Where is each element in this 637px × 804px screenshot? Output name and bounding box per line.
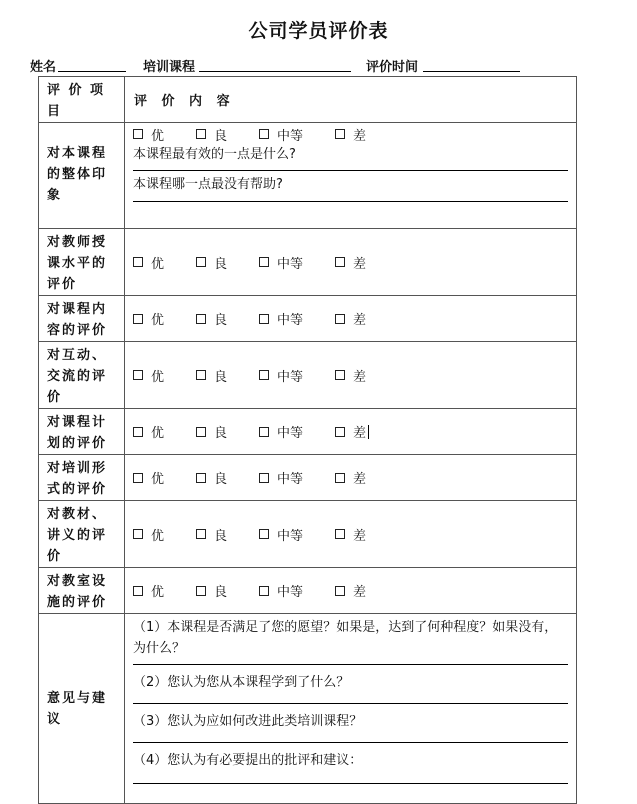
checkbox-icon[interactable] bbox=[335, 427, 345, 437]
option-good[interactable]: 良 bbox=[196, 125, 259, 144]
checkbox-icon[interactable] bbox=[133, 473, 143, 483]
checkbox-icon[interactable] bbox=[133, 370, 143, 380]
rating-label-cell bbox=[39, 501, 125, 568]
option-medium[interactable]: 中等 bbox=[259, 125, 335, 144]
answer-line[interactable] bbox=[133, 742, 568, 743]
checkbox-icon[interactable] bbox=[335, 314, 345, 324]
rating-row bbox=[39, 455, 577, 501]
option-poor[interactable]: 差 bbox=[335, 125, 366, 144]
answer-line[interactable] bbox=[133, 703, 568, 704]
checkbox-icon[interactable] bbox=[196, 314, 206, 324]
rating-row bbox=[39, 342, 577, 409]
header-right-label: 评 价 内 容 bbox=[134, 94, 235, 109]
checkbox-icon[interactable] bbox=[259, 473, 269, 483]
option-excellent[interactable]: 优 bbox=[133, 468, 196, 487]
checkbox-icon[interactable] bbox=[335, 473, 345, 483]
option-poor[interactable]: 差 bbox=[335, 309, 366, 328]
checkbox-icon[interactable] bbox=[133, 586, 143, 596]
option-medium[interactable]: 中等 bbox=[259, 366, 335, 385]
option-poor[interactable]: 差 bbox=[335, 525, 366, 544]
answer-line[interactable] bbox=[133, 201, 568, 202]
evaluation-table bbox=[38, 76, 577, 804]
rating-content-cell bbox=[125, 296, 577, 342]
rating-label: 对培训形式的评价 bbox=[47, 461, 108, 497]
course-field-line[interactable] bbox=[199, 71, 351, 72]
option-poor[interactable]: 差 bbox=[335, 366, 366, 385]
header-right-cell bbox=[125, 77, 577, 123]
rating-options bbox=[133, 523, 568, 545]
option-excellent[interactable]: 优 bbox=[133, 125, 196, 144]
rating-label-cell bbox=[39, 409, 125, 455]
rating-options bbox=[133, 308, 568, 330]
checkbox-icon[interactable] bbox=[259, 427, 269, 437]
rating-options bbox=[133, 251, 568, 273]
overall-row bbox=[39, 123, 577, 229]
option-excellent[interactable]: 优 bbox=[133, 581, 196, 600]
rating-content-cell bbox=[125, 568, 577, 614]
rating-label: 对教师授课水平的评价 bbox=[47, 235, 108, 292]
checkbox-icon[interactable] bbox=[259, 129, 269, 139]
checkbox-icon[interactable] bbox=[196, 257, 206, 267]
option-excellent[interactable]: 优 bbox=[133, 422, 196, 441]
time-field-line[interactable] bbox=[423, 71, 520, 72]
suggestions-content-cell bbox=[125, 614, 577, 804]
option-good[interactable]: 良 bbox=[196, 468, 259, 487]
checkbox-icon[interactable] bbox=[196, 473, 206, 483]
rating-row bbox=[39, 229, 577, 296]
option-excellent[interactable]: 优 bbox=[133, 309, 196, 328]
checkbox-icon[interactable] bbox=[196, 529, 206, 539]
rating-options bbox=[133, 364, 568, 386]
checkbox-icon[interactable] bbox=[196, 427, 206, 437]
option-good[interactable]: 良 bbox=[196, 581, 259, 600]
checkbox-icon[interactable] bbox=[259, 257, 269, 267]
answer-line[interactable] bbox=[133, 783, 568, 784]
answer-line[interactable] bbox=[133, 170, 568, 171]
header-left-label: 评 价 项 目 bbox=[47, 83, 106, 119]
rating-label-cell bbox=[39, 455, 125, 501]
option-medium[interactable]: 中等 bbox=[259, 309, 335, 328]
option-medium[interactable]: 中等 bbox=[259, 422, 335, 441]
checkbox-icon[interactable] bbox=[133, 427, 143, 437]
option-medium[interactable]: 中等 bbox=[259, 581, 335, 600]
name-field-line[interactable] bbox=[58, 71, 126, 72]
checkbox-icon[interactable] bbox=[133, 257, 143, 267]
suggestion-question-3: （3）您认为应如何改进此类培训课程？ bbox=[133, 714, 363, 729]
overall-question-2: 本课程哪一点最没有帮助? bbox=[133, 177, 283, 192]
form-title: 公司学员评价表 bbox=[248, 20, 389, 42]
rating-label-cell bbox=[39, 342, 125, 409]
suggestion-question-4: （4）您认为有必要提出的批评和建议： bbox=[133, 753, 363, 768]
option-excellent[interactable]: 优 bbox=[133, 366, 196, 385]
time-label: 评价时间 bbox=[366, 60, 419, 75]
rating-row bbox=[39, 409, 577, 455]
option-good[interactable]: 良 bbox=[196, 309, 259, 328]
overall-question-1: 本课程最有效的一点是什么? bbox=[133, 147, 296, 162]
option-good[interactable]: 良 bbox=[196, 253, 259, 272]
option-good[interactable]: 良 bbox=[196, 366, 259, 385]
header-left-cell bbox=[39, 77, 125, 123]
option-excellent[interactable]: 优 bbox=[133, 253, 196, 272]
rating-options bbox=[133, 421, 568, 443]
checkbox-icon[interactable] bbox=[259, 370, 269, 380]
rating-content-cell bbox=[125, 409, 577, 455]
rating-content-cell bbox=[125, 455, 577, 501]
rating-content-cell bbox=[125, 342, 577, 409]
option-good[interactable]: 良 bbox=[196, 525, 259, 544]
checkbox-icon[interactable] bbox=[196, 129, 206, 139]
checkbox-icon[interactable] bbox=[335, 586, 345, 596]
rating-label: 对教材、讲义的评价 bbox=[47, 507, 108, 564]
rating-content-cell bbox=[125, 229, 577, 296]
suggestions-label: 意见与建议 bbox=[47, 690, 108, 727]
option-poor[interactable]: 差 bbox=[335, 422, 369, 441]
rating-options bbox=[133, 467, 568, 489]
checkbox-icon[interactable] bbox=[196, 586, 206, 596]
checkbox-icon[interactable] bbox=[335, 370, 345, 380]
option-medium[interactable]: 中等 bbox=[259, 525, 335, 544]
checkbox-icon[interactable] bbox=[335, 129, 345, 139]
rating-options bbox=[133, 580, 568, 602]
rating-content-cell bbox=[125, 501, 577, 568]
checkbox-icon[interactable] bbox=[259, 314, 269, 324]
rating-label: 对课程计划的评价 bbox=[47, 415, 108, 451]
suggestion-question-2: （2）您认为您从本课程学到了什么？ bbox=[133, 675, 350, 690]
option-poor[interactable]: 差 bbox=[335, 581, 366, 600]
checkbox-icon[interactable] bbox=[259, 529, 269, 539]
checkbox-icon[interactable] bbox=[133, 529, 143, 539]
checkbox-icon[interactable] bbox=[196, 370, 206, 380]
suggestions-label-cell bbox=[39, 614, 125, 804]
option-poor[interactable]: 差 bbox=[335, 253, 366, 272]
checkbox-icon[interactable] bbox=[335, 257, 345, 267]
suggestion-question-1: （1）本课程是否满足了您的愿望？如果是，达到了何种程度？如果没有，为什么？ bbox=[133, 620, 558, 656]
overall-label: 对本课程的整体印象 bbox=[47, 146, 108, 203]
suggestions-row bbox=[39, 614, 577, 804]
rating-label-cell bbox=[39, 568, 125, 614]
option-good[interactable]: 良 bbox=[196, 422, 259, 441]
rating-label-cell bbox=[39, 229, 125, 296]
table-header-row bbox=[39, 77, 577, 123]
option-medium[interactable]: 中等 bbox=[259, 253, 335, 272]
name-label: 姓名 bbox=[30, 60, 57, 75]
checkbox-icon[interactable] bbox=[259, 586, 269, 596]
checkbox-icon[interactable] bbox=[133, 314, 143, 324]
course-label: 培训课程 bbox=[143, 60, 196, 75]
checkbox-icon[interactable] bbox=[133, 129, 143, 139]
answer-line[interactable] bbox=[133, 664, 568, 665]
overall-content-cell bbox=[125, 123, 577, 229]
rating-label: 对课程内容的评价 bbox=[47, 302, 108, 338]
option-excellent[interactable]: 优 bbox=[133, 525, 196, 544]
rating-label-cell bbox=[39, 296, 125, 342]
rating-row bbox=[39, 568, 577, 614]
rating-label: 对教室设施的评价 bbox=[47, 574, 108, 610]
checkbox-icon[interactable] bbox=[335, 529, 345, 539]
option-poor[interactable]: 差 bbox=[335, 468, 366, 487]
rating-options bbox=[133, 123, 568, 145]
text-cursor bbox=[368, 425, 369, 439]
rating-label: 对互动、交流的评价 bbox=[47, 348, 108, 405]
overall-label-cell bbox=[39, 123, 125, 229]
rating-row bbox=[39, 501, 577, 568]
option-medium[interactable]: 中等 bbox=[259, 468, 335, 487]
rating-row bbox=[39, 296, 577, 342]
